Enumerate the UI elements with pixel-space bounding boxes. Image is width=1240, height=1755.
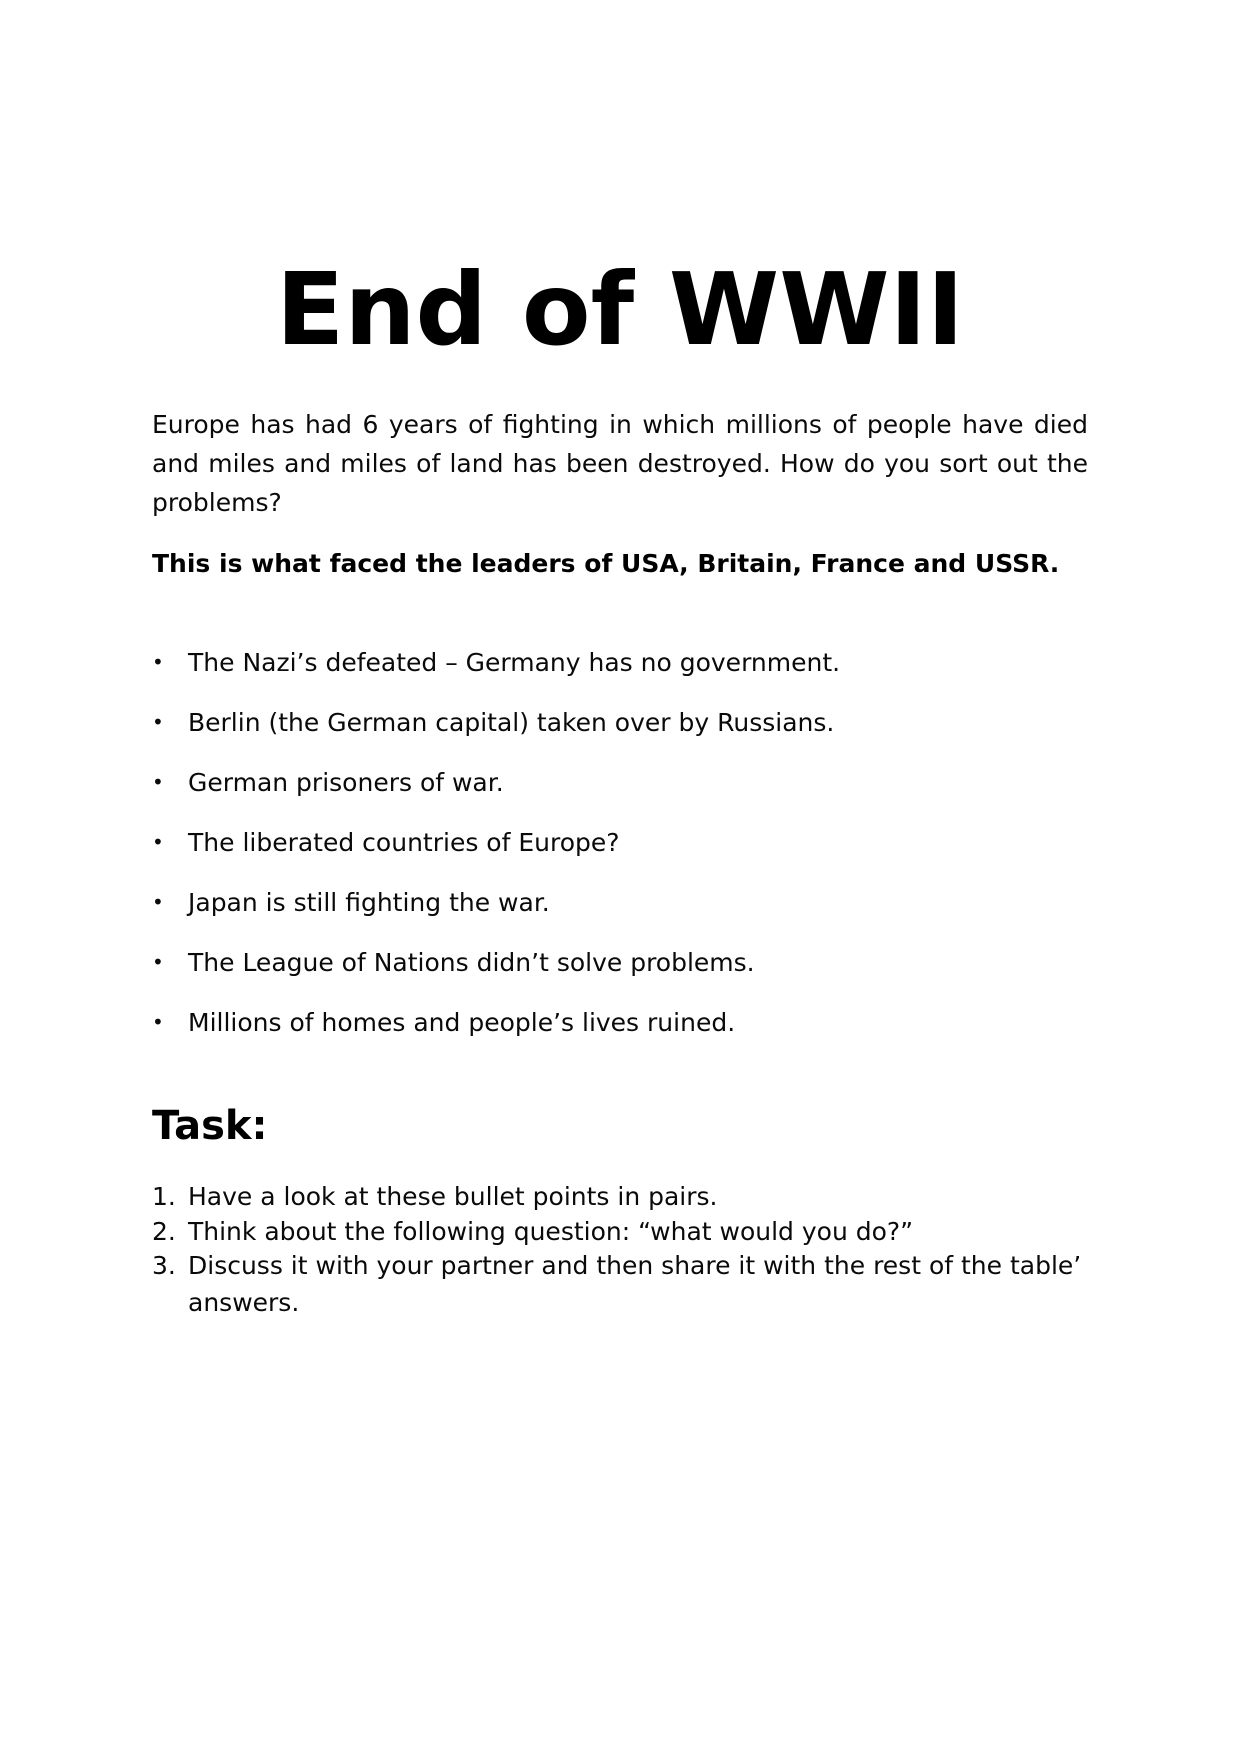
bullet-icon: • <box>152 830 164 854</box>
task-heading: Task: <box>152 1103 268 1149</box>
step-text: Have a look at these bullet points in pairs. <box>188 1182 718 1211</box>
lead-paragraph: This is what faced the leaders of USA, Britain, France and USSR. <box>152 549 1060 578</box>
step-text: Think about the following question: “what would you do?” <box>188 1217 914 1246</box>
list-item-text: The Nazi’s defeated – Germany has no government. <box>188 648 841 677</box>
list-item-text: The League of Nations didn’t solve problems. <box>188 948 755 977</box>
bullet-icon: • <box>152 1010 164 1034</box>
list-item <box>152 703 1088 742</box>
list-item <box>152 643 1088 682</box>
step-number: 2. <box>152 1217 176 1246</box>
list-item-text: Berlin (the German capital) taken over by Russians. <box>188 708 835 737</box>
list-item-text: Millions of homes and people’s lives ruined. <box>188 1008 736 1037</box>
list-item-text: Japan is still fighting the war. <box>188 888 550 917</box>
bullet-icon: • <box>152 950 164 974</box>
bullet-icon: • <box>152 770 164 794</box>
list-item <box>152 883 1088 922</box>
step-number: 1. <box>152 1182 176 1211</box>
list-item-text: German prisoners of war. <box>188 768 504 797</box>
list-item <box>152 823 1088 862</box>
step-number: 3. <box>152 1251 176 1280</box>
problems-list <box>152 643 1088 1063</box>
task-step <box>152 1214 1092 1249</box>
list-item <box>152 943 1088 982</box>
list-item <box>152 763 1088 802</box>
task-steps-list <box>152 1179 1092 1321</box>
page-title: End of WWII <box>276 251 964 368</box>
list-item-text: The liberated countries of Europe? <box>188 828 620 857</box>
task-step <box>152 1247 1092 1321</box>
intro-paragraph: Europe has had 6 years of fighting in which millions of people have died and miles and miles of land has been destroyed. How do you sort out the problems? <box>152 410 1088 517</box>
bullet-icon: • <box>152 710 164 734</box>
bullet-icon: • <box>152 890 164 914</box>
list-item <box>152 1003 1088 1042</box>
step-text: Discuss it with your partner and then share it with the rest of the table’ answers. <box>188 1251 1082 1317</box>
bullet-icon: • <box>152 650 164 674</box>
task-step <box>152 1179 1092 1214</box>
